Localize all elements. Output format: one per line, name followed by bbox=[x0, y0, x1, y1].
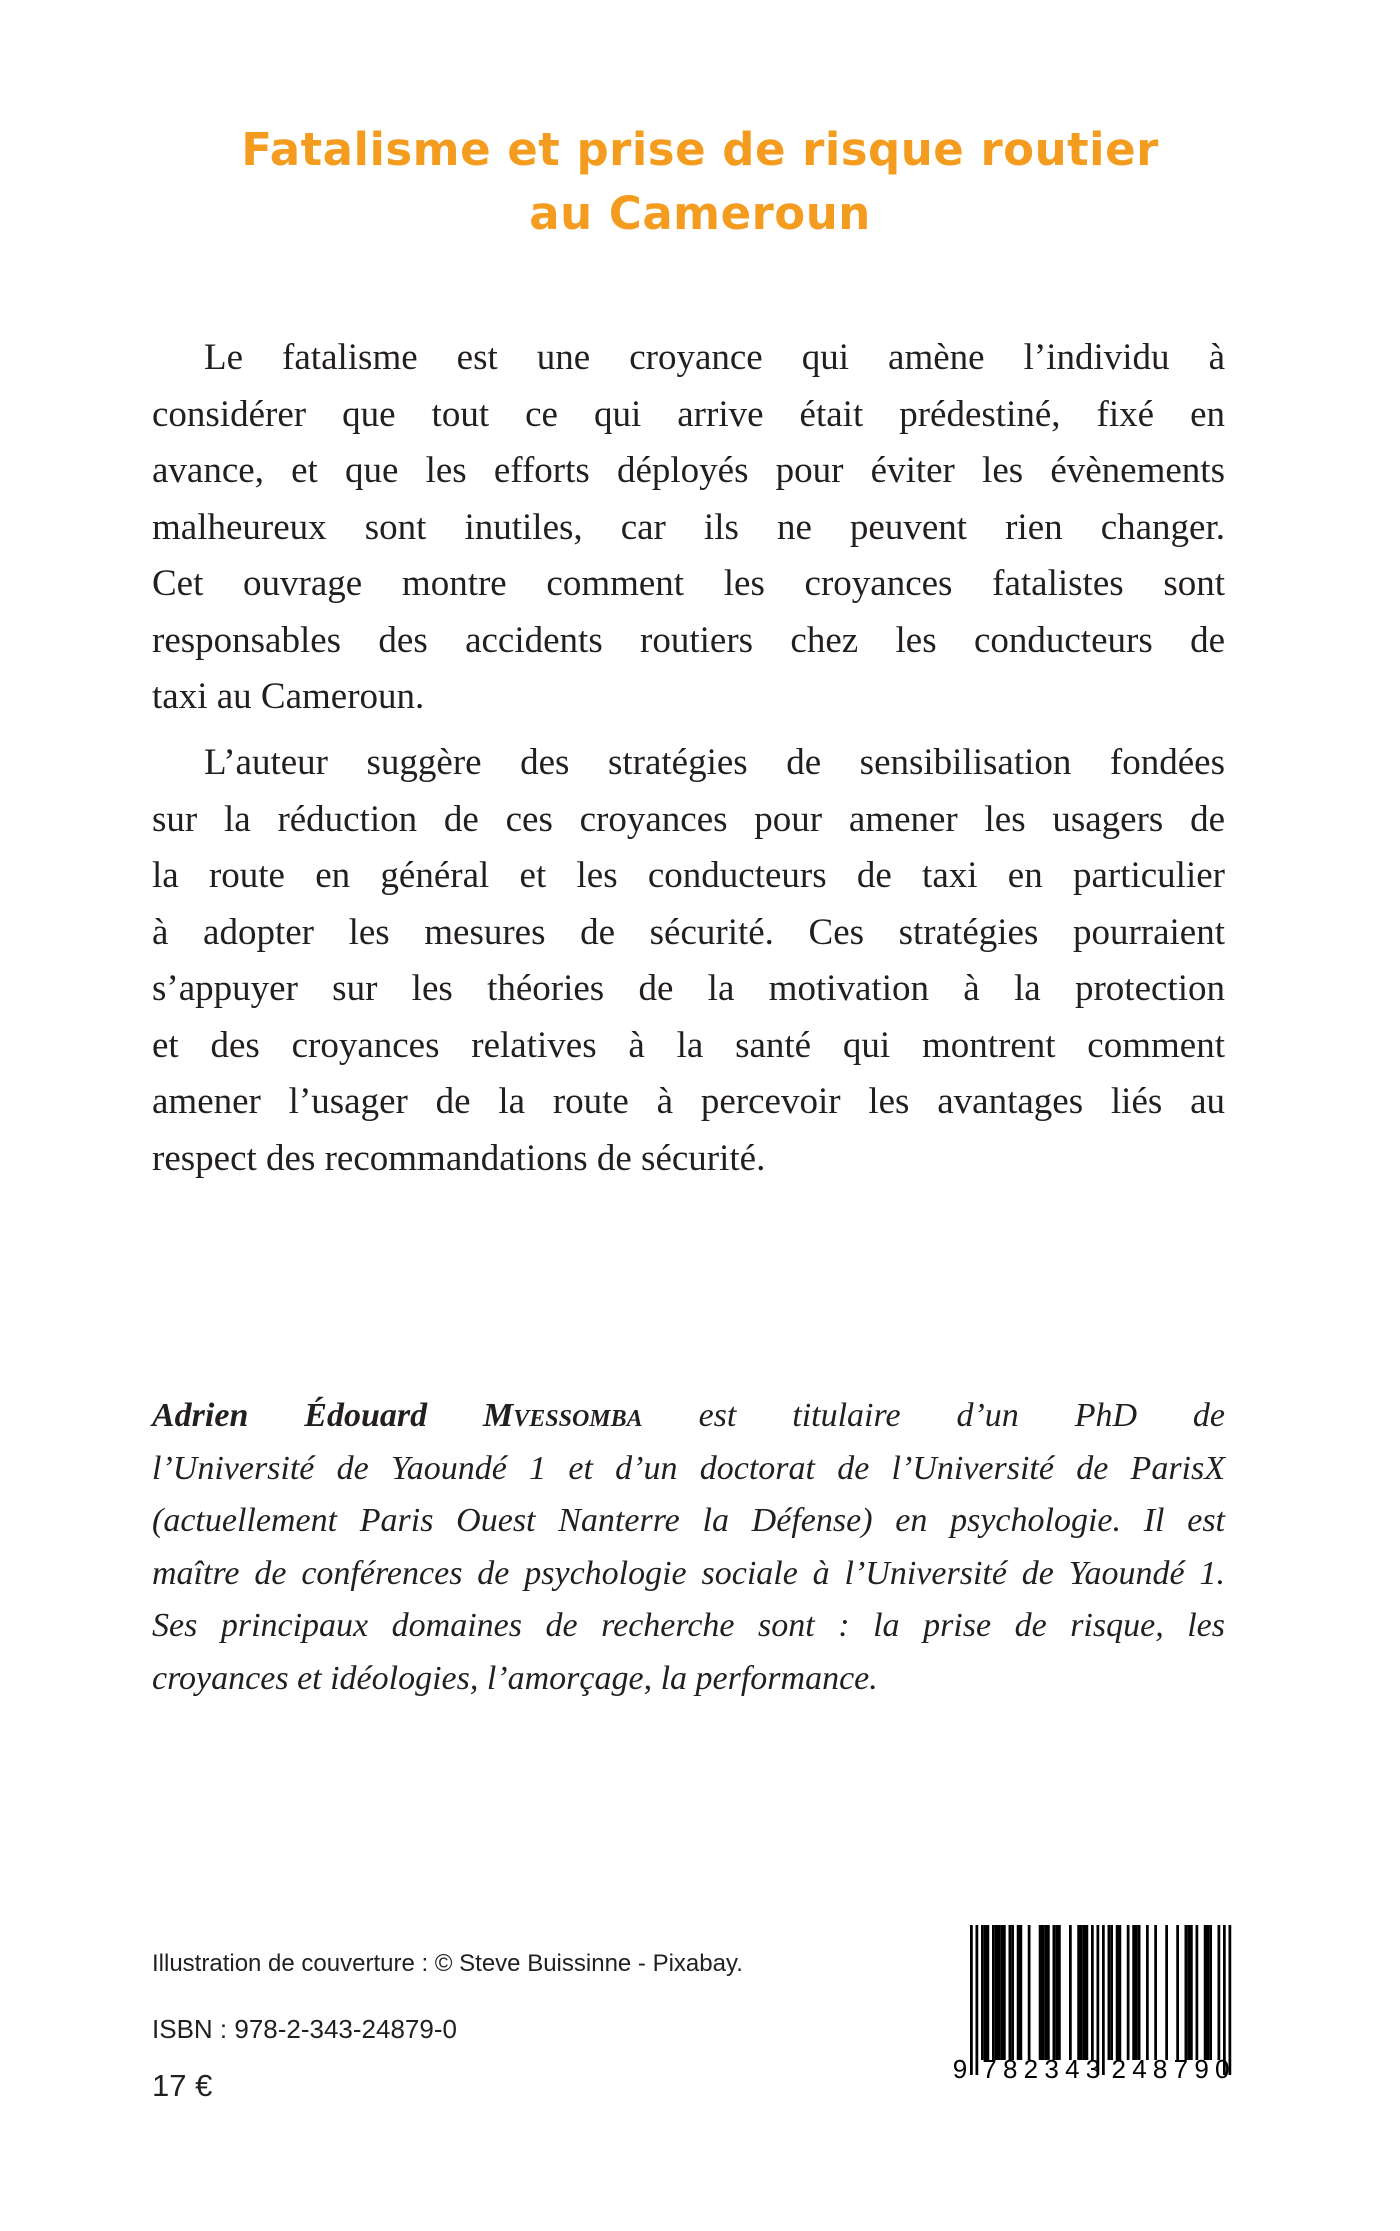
barcode bbox=[950, 1925, 1230, 2084]
barcode-bar bbox=[1020, 1925, 1023, 2060]
barcode-bar bbox=[1119, 1925, 1122, 2060]
text-line: (actuellement Paris Ouest Nanterre la Défense) en psychologie. Il est bbox=[152, 1502, 1225, 1539]
barcode-bar bbox=[1058, 1925, 1061, 2060]
barcode-bar bbox=[1196, 1925, 1199, 2060]
text-line: sur la réduction de ces croyances pour amener les usagers de bbox=[152, 798, 1225, 840]
barcode-bar bbox=[1028, 1925, 1031, 2060]
cover-credit: Illustration de couverture : © Steve Buissinne - Pixabay. bbox=[152, 1950, 743, 1977]
text-line: à adopter les mesures de sécurité. Ces stratégies pourraient bbox=[152, 911, 1225, 953]
summary-paragraph-2 bbox=[152, 735, 1225, 1187]
price: 17 € bbox=[152, 2068, 213, 2103]
barcode-bar bbox=[1132, 1925, 1135, 2060]
barcode-bar bbox=[1102, 1925, 1105, 2075]
isbn: ISBN : 978-2-343-24879-0 bbox=[152, 2014, 457, 2044]
text-line: et des croyances relatives à la santé qui montrent comment bbox=[152, 1024, 1225, 1066]
barcode-digits-first: 9 bbox=[952, 2054, 968, 2084]
summary-paragraph-1 bbox=[152, 330, 1225, 726]
text-line: Ses principaux domaines de recherche sont : la prise de risque, les bbox=[152, 1607, 1225, 1644]
title-line-2: au Cameroun bbox=[529, 187, 871, 240]
text-line: responsables des accidents routiers chez les conducteurs de bbox=[152, 619, 1225, 661]
barcode-digits-left: 782343 bbox=[982, 2054, 1101, 2084]
barcode-bar bbox=[1165, 1925, 1168, 2060]
barcode-digits-right: 248790 bbox=[1111, 2054, 1230, 2084]
barcode-bar bbox=[1097, 1925, 1100, 2075]
barcode-bar bbox=[1223, 1925, 1226, 2075]
bio-line: Adrien Édouard Mvessomba est titulaire d’un PhD de bbox=[152, 1397, 1226, 1434]
barcode-bar bbox=[1146, 1925, 1149, 2060]
barcode-bar bbox=[1176, 1925, 1179, 2060]
text-line: Cet ouvrage montre comment les croyances fatalistes sont bbox=[152, 563, 1225, 604]
text-line: avance, et que les efforts déployés pour éviter les évènements bbox=[152, 450, 1225, 491]
barcode-bar bbox=[1154, 1925, 1157, 2060]
barcode-bar bbox=[1039, 1925, 1042, 2060]
book-title bbox=[0, 118, 1400, 246]
author-bio bbox=[152, 1390, 1225, 1705]
barcode-bar bbox=[1053, 1925, 1056, 2060]
barcode-bar bbox=[1080, 1925, 1083, 2060]
barcode-bar bbox=[1218, 1925, 1221, 2060]
text-line: L’auteur suggère des stratégies de sensibilisation fondées bbox=[204, 742, 1225, 783]
barcode-bar bbox=[987, 1925, 990, 2060]
barcode-bar bbox=[976, 1925, 979, 2075]
barcode-bar bbox=[1083, 1925, 1086, 2060]
barcode-bar bbox=[1091, 1925, 1094, 2060]
barcode-bar bbox=[1138, 1925, 1141, 2060]
barcode-bar bbox=[1017, 1925, 1020, 2060]
text-line: Le fatalisme est une croyance qui amène l’individu à bbox=[204, 337, 1225, 378]
author-name: Adrien Édouard Mvessomba bbox=[152, 1397, 643, 1434]
barcode-bar bbox=[1077, 1925, 1080, 2060]
barcode-bar bbox=[1207, 1925, 1210, 2060]
text-line: croyances et idéologies, l’amorçage, la performance. bbox=[152, 1659, 878, 1697]
title-line-1: Fatalisme et prise de risque routier bbox=[241, 123, 1159, 176]
text-line: la route en général et les conducteurs de taxi en particulier bbox=[152, 855, 1225, 896]
barcode-bar bbox=[1042, 1925, 1045, 2060]
barcode-bar bbox=[1209, 1925, 1212, 2060]
barcode-bar bbox=[995, 1925, 998, 2060]
barcode-bar bbox=[981, 1925, 984, 2060]
barcode-bar bbox=[984, 1925, 987, 2060]
barcode-bar bbox=[1116, 1925, 1119, 2060]
barcode-bar bbox=[1110, 1925, 1113, 2060]
barcode-bar bbox=[970, 1925, 973, 2075]
barcode-bar bbox=[1190, 1925, 1193, 2060]
barcode-bar bbox=[1185, 1925, 1188, 2060]
barcode-bar bbox=[992, 1925, 995, 2060]
barcode-bar bbox=[1108, 1925, 1111, 2060]
text-line: malheureux sont inutiles, car ils ne peuvent rien changer. bbox=[152, 506, 1225, 548]
barcode-bar bbox=[1135, 1925, 1138, 2060]
barcode-bar bbox=[1086, 1925, 1089, 2060]
text-line: taxi au Cameroun. bbox=[152, 676, 425, 717]
text-line: s’appuyer sur les théories de la motivation à la protection bbox=[152, 968, 1225, 1009]
barcode-bar bbox=[1047, 1925, 1050, 2060]
text-line: maître de conférences de psychologie sociale à l’Université de Yaoundé 1. bbox=[152, 1554, 1225, 1592]
barcode-bar bbox=[1003, 1925, 1006, 2060]
barcode-bar bbox=[1055, 1925, 1058, 2060]
text-line: amener l’usager de la route à percevoir les avantages liés au bbox=[152, 1081, 1225, 1122]
barcode-bar bbox=[1229, 1925, 1232, 2075]
barcode-bar bbox=[1044, 1925, 1047, 2060]
text-line: considérer que tout ce qui arrive était prédestiné, fixé en bbox=[152, 393, 1225, 435]
barcode-bar bbox=[1009, 1925, 1012, 2060]
barcode-bar bbox=[1011, 1925, 1014, 2060]
barcode-bar bbox=[1127, 1925, 1130, 2060]
barcode-bar bbox=[998, 1925, 1001, 2060]
barcode-bar bbox=[1204, 1925, 1207, 2060]
text-line: respect des recommandations de sécurité. bbox=[152, 1137, 766, 1179]
text-line: l’Université de Yaoundé 1 et d’un doctorat de l’Université de ParisX bbox=[152, 1449, 1225, 1487]
barcode-bar bbox=[1000, 1925, 1003, 2060]
barcode-bar bbox=[1069, 1925, 1072, 2060]
barcode-bar bbox=[1187, 1925, 1190, 2060]
